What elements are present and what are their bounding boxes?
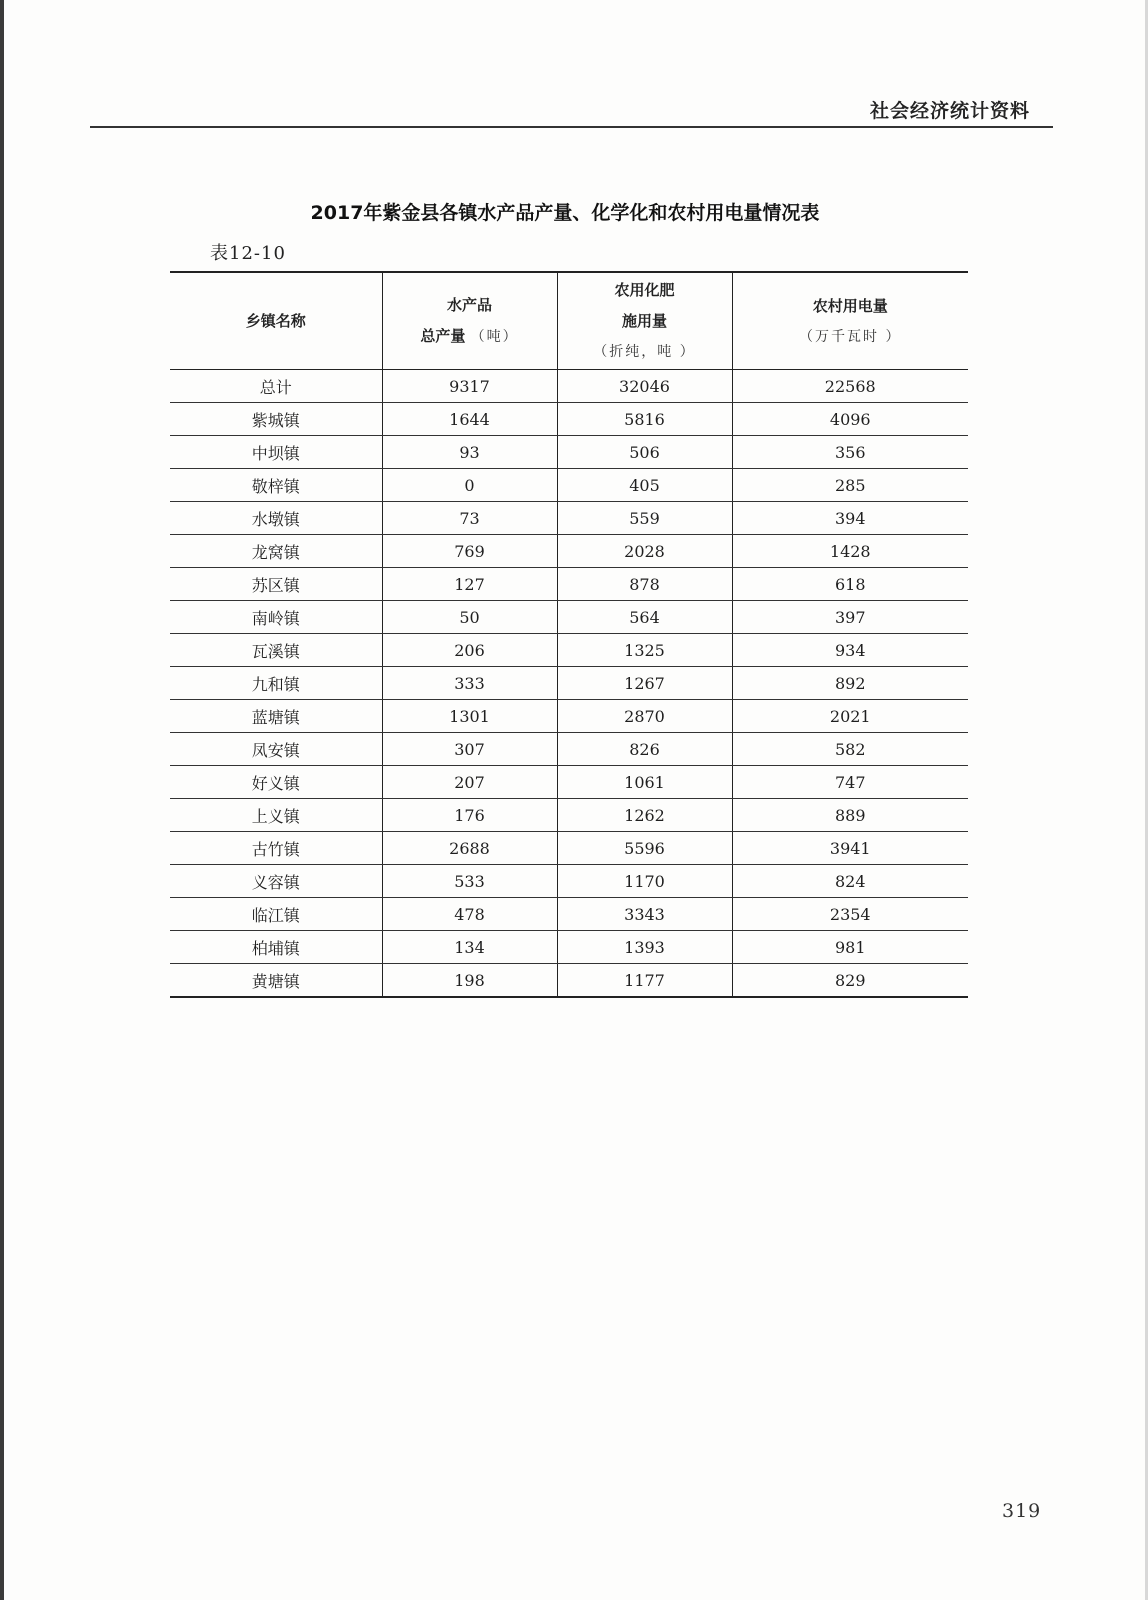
township-name-cell: 中坝镇	[170, 436, 382, 469]
aquatic-output-cell: 127	[382, 568, 557, 601]
table-row	[170, 502, 968, 535]
aquatic-output-cell: 198	[382, 964, 557, 998]
township-name-cell: 蓝塘镇	[170, 700, 382, 733]
header-label: 总产量	[420, 326, 466, 345]
electricity-usage-cell: 4096	[732, 403, 968, 436]
table-row	[170, 634, 968, 667]
table-row	[170, 964, 968, 998]
township-name-cell: 九和镇	[170, 667, 382, 700]
header-label: 水产品	[446, 295, 492, 314]
fertilizer-usage-cell: 405	[557, 469, 732, 502]
township-name-cell: 凤安镇	[170, 733, 382, 766]
electricity-usage-cell: 981	[732, 931, 968, 964]
fertilizer-usage-cell: 564	[557, 601, 732, 634]
header-label: 农村用电量	[812, 296, 888, 315]
electricity-usage-cell: 892	[732, 667, 968, 700]
township-name-cell: 上义镇	[170, 799, 382, 832]
fertilizer-usage-cell: 1393	[557, 931, 732, 964]
table-row	[170, 799, 968, 832]
electricity-usage-cell: 397	[732, 601, 968, 634]
table-row	[170, 667, 968, 700]
header-label-line2	[383, 321, 557, 353]
electricity-usage-cell: 889	[732, 799, 968, 832]
table-number: 表12-10	[210, 243, 286, 264]
township-name-cell: 古竹镇	[170, 832, 382, 865]
table-header-row	[170, 272, 968, 370]
header-label: 农用化肥	[614, 281, 675, 299]
aquatic-output-cell: 307	[382, 733, 557, 766]
fertilizer-usage-cell: 878	[557, 568, 732, 601]
statistics-table	[170, 271, 968, 998]
electricity-usage-cell: 618	[732, 568, 968, 601]
table-title: 2017年紫金县各镇水产品产量、化学化和农村用电量情况表	[310, 202, 820, 224]
electricity-usage-cell: 934	[732, 634, 968, 667]
table-row-total	[170, 370, 968, 403]
aquatic-output-cell: 478	[382, 898, 557, 931]
fertilizer-usage-cell: 1177	[557, 964, 732, 998]
fertilizer-usage-cell: 1061	[557, 766, 732, 799]
table-row	[170, 436, 968, 469]
fertilizer-usage-cell: 506	[557, 436, 732, 469]
aquatic-output-cell: 50	[382, 601, 557, 634]
table-row	[170, 700, 968, 733]
electricity-usage-cell: 2354	[732, 898, 968, 931]
fertilizer-usage-cell: 826	[557, 733, 732, 766]
electricity-usage-cell: 1428	[732, 535, 968, 568]
table-row	[170, 766, 968, 799]
aquatic-output-cell: 769	[382, 535, 557, 568]
aquatic-output-cell: 533	[382, 865, 557, 898]
table-row	[170, 469, 968, 502]
township-name-cell: 紫城镇	[170, 403, 382, 436]
header-unit: （吨）	[470, 328, 519, 345]
township-name-cell: 柏埔镇	[170, 931, 382, 964]
electricity-usage-cell: 824	[732, 865, 968, 898]
table-row	[170, 535, 968, 568]
fertilizer-usage-cell: 5596	[557, 832, 732, 865]
electricity-usage-cell: 829	[732, 964, 968, 998]
table-row	[170, 931, 968, 964]
fertilizer-usage-cell: 2870	[557, 700, 732, 733]
aquatic-output-cell: 2688	[382, 832, 557, 865]
table-body	[170, 370, 968, 998]
township-name-cell: 敬梓镇	[170, 469, 382, 502]
township-name-cell: 好义镇	[170, 766, 382, 799]
township-name-cell: 龙窝镇	[170, 535, 382, 568]
aquatic-output-cell: 9317	[382, 370, 557, 403]
aquatic-output-cell: 93	[382, 436, 557, 469]
aquatic-output-cell: 134	[382, 931, 557, 964]
page-number: 319	[1002, 1500, 1042, 1522]
fertilizer-usage-cell: 32046	[557, 370, 732, 403]
fertilizer-usage-cell: 1262	[557, 799, 732, 832]
header-unit: （万千瓦时 ）	[799, 328, 902, 345]
township-name-cell: 总计	[170, 370, 382, 403]
header-rural-electricity	[732, 272, 968, 370]
header-fertilizer-usage	[557, 272, 732, 370]
fertilizer-usage-cell: 1325	[557, 634, 732, 667]
table-row	[170, 403, 968, 436]
header-label: 施用量	[621, 312, 667, 330]
header-unit: （折纯，吨 ）	[593, 344, 696, 360]
electricity-usage-cell: 22568	[732, 370, 968, 403]
electricity-usage-cell: 394	[732, 502, 968, 535]
township-name-cell: 义容镇	[170, 865, 382, 898]
fertilizer-usage-cell: 1170	[557, 865, 732, 898]
aquatic-output-cell: 206	[382, 634, 557, 667]
aquatic-output-cell: 0	[382, 469, 557, 502]
fertilizer-usage-cell: 3343	[557, 898, 732, 931]
fertilizer-usage-cell: 2028	[557, 535, 732, 568]
fertilizer-usage-cell: 5816	[557, 403, 732, 436]
electricity-usage-cell: 582	[732, 733, 968, 766]
aquatic-output-cell: 1644	[382, 403, 557, 436]
running-head: 社会经济统计资料	[869, 100, 1030, 122]
aquatic-output-cell: 333	[382, 667, 557, 700]
page-binding-edge	[0, 0, 4, 1600]
electricity-usage-cell: 3941	[732, 832, 968, 865]
table-row	[170, 832, 968, 865]
aquatic-output-cell: 1301	[382, 700, 557, 733]
table-row	[170, 601, 968, 634]
township-name-cell: 临江镇	[170, 898, 382, 931]
township-name-cell: 苏区镇	[170, 568, 382, 601]
table-row	[170, 568, 968, 601]
table-row	[170, 898, 968, 931]
table-row	[170, 733, 968, 766]
fertilizer-usage-cell: 559	[557, 502, 732, 535]
township-name-cell: 水墩镇	[170, 502, 382, 535]
header-aquatic-output	[382, 272, 557, 370]
electricity-usage-cell: 356	[732, 436, 968, 469]
electricity-usage-cell: 747	[732, 766, 968, 799]
township-name-cell: 黄塘镇	[251, 971, 300, 991]
township-name-cell: 瓦溪镇	[170, 634, 382, 667]
aquatic-output-cell: 73	[382, 502, 557, 535]
aquatic-output-cell: 207	[382, 766, 557, 799]
table-row	[170, 865, 968, 898]
header-label: 乡镇名称	[245, 311, 306, 330]
township-name-cell: 南岭镇	[170, 601, 382, 634]
fertilizer-usage-cell: 1267	[557, 667, 732, 700]
header-township-name	[170, 272, 382, 370]
header-rule	[90, 126, 1053, 128]
electricity-usage-cell: 285	[732, 469, 968, 502]
electricity-usage-cell: 2021	[732, 700, 968, 733]
aquatic-output-cell: 176	[382, 799, 557, 832]
